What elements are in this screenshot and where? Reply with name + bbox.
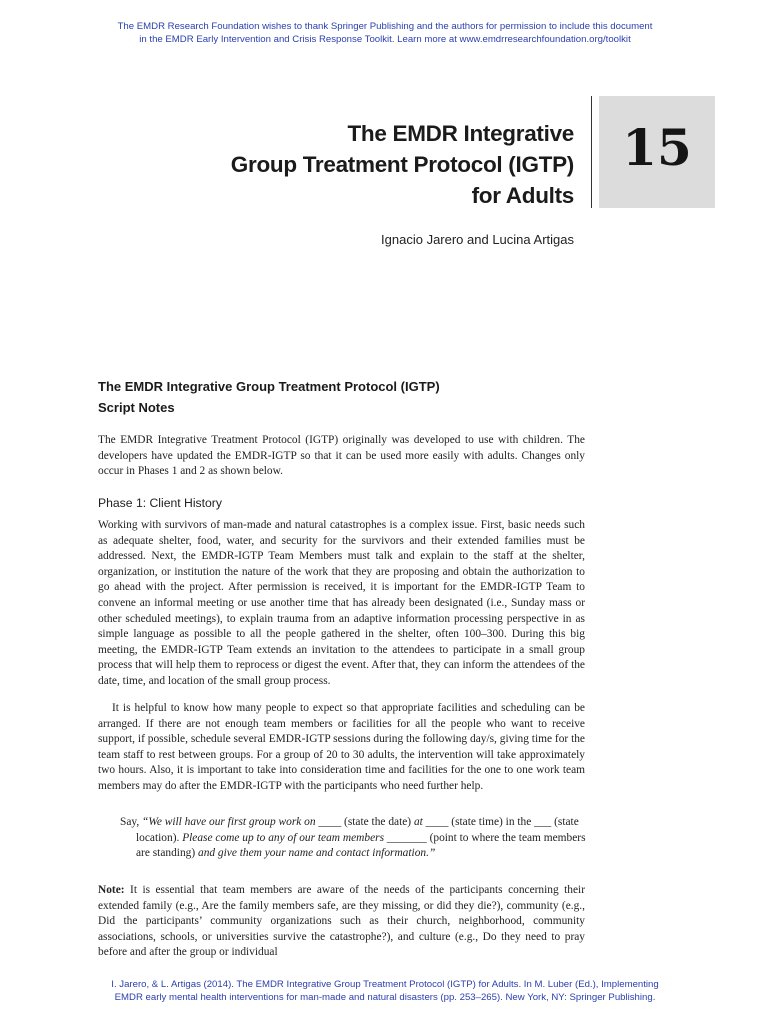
chapter-title-line-2: Group Treatment Protocol (IGTP) (230, 152, 574, 177)
say-quote-2: at ____ (413, 816, 449, 828)
chapter-title-line-3: for Adults (471, 183, 574, 208)
section-heading-line-2: Script Notes (98, 400, 175, 415)
banner-line-1: The EMDR Research Foundation wishes to thank Springer Publishing and the authors for permission to include this document (117, 21, 653, 32)
chapter-authors: Ignacio Jarero and Lucina Artigas (381, 232, 574, 247)
footer-line-1: I. Jarero, & L. Artigas (2014). The EMDR Integrative Group Treatment Protocol (IGTP) for Adults. In M. Luber (Ed.), Implementing (111, 979, 659, 990)
phase1-paragraph-1: Working with survivors of man-made and natural catastrophes is a complex issue. First, basic needs such as adequate shelter, food, water, and security for the survivors and their extended families must be addressed. Next, the EMDR-IGTP Team Members must talk and explain to the staff at the shelter, organization, or institution the nature of the work that they are proposing and obtain the authorization to go ahead with the project. After permission is received, it is important for the EMDR-IGTP Team to convene an informal meeting or use another time that has already been designated (i.e., Sunday mass or other scheduled meetings), to explain trauma from an adaptive information processing perspective in as simple language as possible to all the people gathered in the shelter, often 100–300. During this big meeting, the EMDR-IGTP Team extends an invitation to the attendees to participate in a small group process that will help them to reprocess or digest the event. After that, they can inform the attendees of the date, time, and location of the small group process. (98, 519, 585, 687)
note-paragraph (98, 883, 585, 961)
say-quote-1: “We will have our first group work on ____ (142, 816, 342, 828)
say-quote-4: and give them your name and contact information.” (198, 847, 436, 860)
phase1-paragraph-2: It is helpful to know how many people to expect so that appropriate facilities and scheduling can be arranged. If there are not enough team members or facilities for all the people who want to receive support, if possible, schedule several EMDR-IGTP sessions during the following day/s, giving time for the team staff to rest between groups. For a group of 20 to 30 adults, the intervention will take approximately two hours. Also, it is important to take into consideration time and facilities for the one to one work team members may do after the EMDR-IGTP with the participants who need further help. (98, 702, 585, 792)
say-plain-3: _______ (point to where the team members are standing) (136, 831, 586, 860)
say-script (120, 815, 599, 862)
citation-footer (0, 978, 770, 1004)
note-text: It is essential that team members are aware of the needs of the participants concerning their extended family (e.g., Are the family members safe, are they missing, or did they die?), community (e.g., Did the participants’ community organizations such as their church, neighborhood, community associations, schools, or universities survive the catastrophe?), and culture (e.g., Do they need to pray before and after the group or individual (98, 884, 585, 959)
say-quote-3: Please come up to any of our team members (182, 831, 385, 844)
say-prefix: Say, (120, 816, 143, 828)
section-heading (98, 376, 588, 418)
note-label: Note: (98, 884, 125, 896)
phase1-heading: Phase 1: Client History (98, 496, 222, 510)
say-plain-1: (state the date) (341, 816, 414, 828)
intro-paragraph: The EMDR Integrative Treatment Protocol (IGTP) originally was developed to use with children. The developers have updated the EMDR-IGTP so that it can be used more easily with adults. Changes only occur in Phases 1 and 2 as shown below. (98, 434, 585, 478)
footer-line-2: EMDR early mental health interventions for man-made and natural disasters (pp. 253–265). New York, NY: Springer Publishing. (114, 992, 656, 1003)
banner-line-2: in the EMDR Early Intervention and Crisis Response Toolkit. Learn more at www.emdrresearchfoundation.org/toolkit (139, 34, 631, 45)
title-divider (591, 96, 592, 208)
chapter-number: 15 (622, 118, 692, 177)
permission-banner (0, 20, 770, 46)
chapter-title (154, 118, 574, 211)
chapter-title-line-1: The EMDR Integrative (347, 121, 574, 146)
section-heading-line-1: The EMDR Integrative Group Treatment Protocol (IGTP) (98, 379, 440, 394)
say-plain-2: (state time) in the ___ (state location). (136, 816, 579, 844)
